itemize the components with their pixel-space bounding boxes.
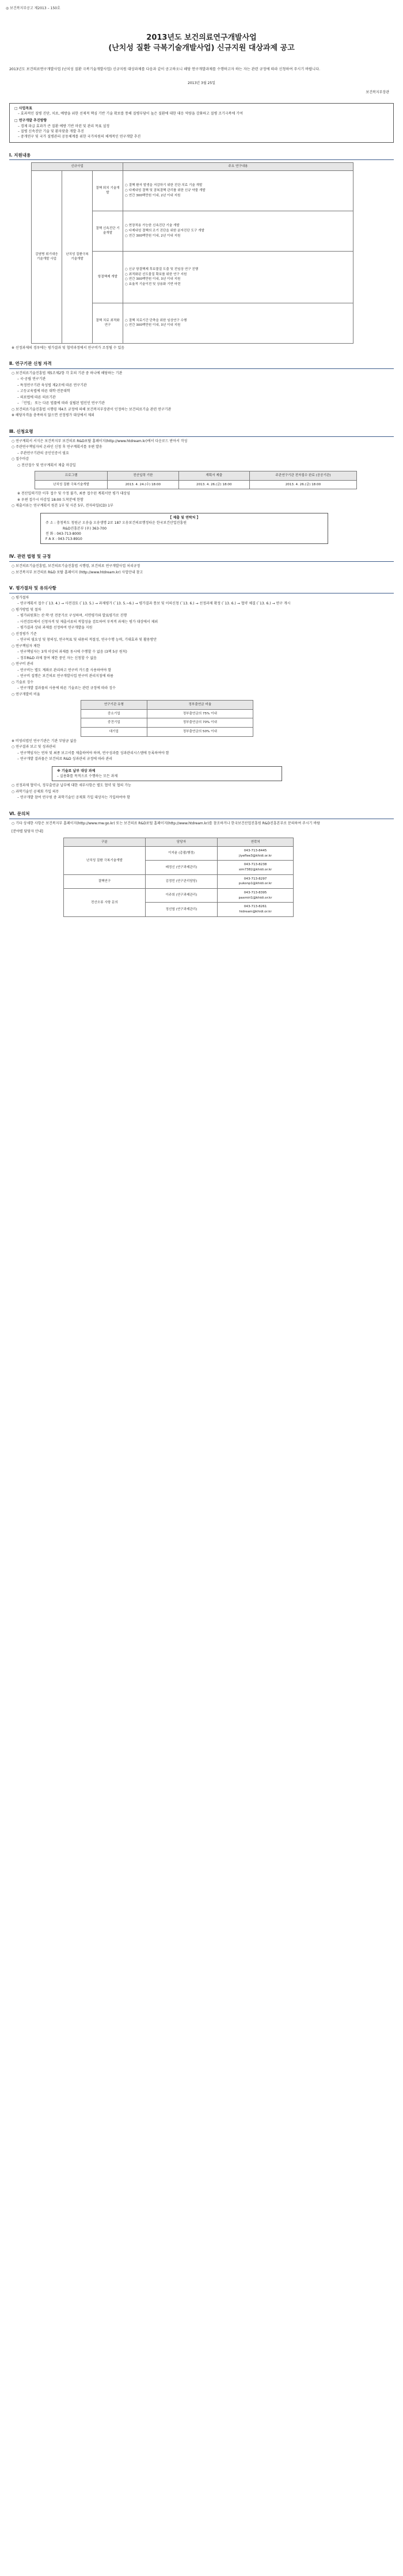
application-line: – 주관연구기관의 공인인증서 필요 xyxy=(17,451,69,455)
content-line: ○ 다제내성 결핵의 조기 진단을 위한 분자진단 도구 개발 xyxy=(125,229,204,233)
intro-paragraph: 2013년도 보건의료연구개발사업 (난치성 질환 극복기술개발사업) 신규지원 대상과제를 다음과 같이 공고하오니 해당 연구개발과제를 수행하고자 하는 자는 관련 규정에 따라 신청하여 주시기 바랍니다. xyxy=(9,67,321,71)
contact-info xyxy=(218,903,294,916)
contact-info xyxy=(218,861,294,874)
address-line: F A X : 043-713-8910 xyxy=(45,537,82,542)
ratio-cell: 정부출연금의 75% 이내 xyxy=(147,709,253,718)
results-line: ○ 연구결과 보고 및 성과관리 xyxy=(12,745,56,749)
contact-name: 배정신 (연구과제관리) xyxy=(145,861,217,874)
procedure-line: – 연구비 집행은 보건의료 연구개발사업 연구비 관리지침에 따름 xyxy=(17,674,114,679)
section-1-note: ※ 선정과제의 경우에는 평가결과 및 협약과정에서 연구비가 조정될 수 있음 xyxy=(12,345,125,350)
content-line: ○ 결핵 치료기간 단축을 위한 임상연구 수행 xyxy=(125,318,187,322)
purpose-line: – 효과적인 질병 진단, 치료, 예방을 위한 선제적 핵심 기반 기술 확보를 통해 질병부담이 높은 질환에 대한 대응 역량을 강화하고 질병 조기극복에 기여 xyxy=(18,112,243,116)
contact-name: 정선엽 (연구과제관리) xyxy=(145,903,217,916)
section-6-title: Ⅵ. 문의처 xyxy=(9,809,394,819)
contact-info xyxy=(218,874,294,888)
eligibility-line: ○ 보건의료기술진흥법 제5조제2항 각 호의 기관 중 하나에 해당하는 기관 xyxy=(12,371,123,375)
contact-field: 전산오류 사항 문의 xyxy=(64,889,146,917)
content-line: ○ 연간 300백만원 이내, 3년 이내 지원 xyxy=(125,324,181,328)
contact-address-box xyxy=(40,513,328,544)
procedure-line: ○ 연구책임자 제한 xyxy=(12,644,40,648)
direction-line: – 질병 신속진단 기술 및 환자맞춤 개발 추진 xyxy=(18,129,84,134)
eligibility-line: – 고등교육법에 따른 대학·전문대학 xyxy=(17,389,70,394)
deadline-cell: 2013. 4. 26.(금) 18:00 xyxy=(178,480,249,489)
contact-table-heading: [분야별 담당자 안내] xyxy=(12,830,43,834)
address-heading: 【 제출 및 연락처 】 xyxy=(168,515,200,520)
col-content: 주요 연구내용 xyxy=(123,163,353,171)
royalty-box xyxy=(52,766,282,782)
contact-tel: 043-713-8297 xyxy=(244,877,267,881)
deadline-col: 전산입력 기한 xyxy=(108,471,178,481)
contact-email[interactable]: sim7382@khidi.or.kr xyxy=(238,868,272,872)
content-line: ○ 연간 300백만원 이내, 3년 이내 지원 xyxy=(125,277,181,281)
section-3-title: Ⅲ. 신청요령 xyxy=(9,427,394,437)
eligibility-line: – 의료법에 따른 의료기관 xyxy=(17,395,56,399)
contact-name: 김정민 (연구관리담당) xyxy=(145,874,217,888)
ratio-cell: 중소기업 xyxy=(81,709,147,718)
program-content xyxy=(123,303,353,343)
col-program: 신규사업 xyxy=(32,163,123,171)
group-label: 감염병 위기대응 기술개발 사업 xyxy=(32,170,62,343)
procedure-line: ○ 연구개발비 비율 xyxy=(12,692,40,697)
title-line-2: (난치성 질환 극복기술개발사업) 신규지원 대상과제 공고 xyxy=(108,44,295,53)
application-line: ○ 연구계획서 서식은 보건복지부 보건의료 R&D포탈 홈페이지(http://www.htdream.kr)에서 다운로드 받아서 작성 xyxy=(12,439,188,443)
contact-table xyxy=(63,838,294,917)
procedure-heading: ○ 평가절차 xyxy=(12,595,29,600)
regulation-line: ○ 보건의료기술진흥법, 보건의료기술진흥법 시행령, 보건의료 연구개발사업 처리규정 xyxy=(12,564,140,569)
address-line: R&D진흥본부 (우) 363-700 xyxy=(63,526,107,531)
ratio-cell: 중견기업 xyxy=(81,718,147,728)
final-line: ○ 과학기술인 공제회 가입 의무 xyxy=(12,789,59,794)
notice-title xyxy=(6,33,397,54)
deadline-col: 주관연구기관 전자접수 완료 (공공기관) xyxy=(250,471,357,481)
eligibility-list xyxy=(12,371,391,419)
regulation-line: ○ 보건복지부 보건의료 R&D 포탈 홈페이지 (http://www.htdream.kr) 사업안내 참고 xyxy=(12,570,143,574)
deadline-note: ※ 전산입력기한 이후 접수 및 수정 불가, 최종 접수된 계획서만 평가 대상임 xyxy=(17,492,130,496)
regulation-list xyxy=(12,564,391,576)
content-line: ○ 신규 항결핵제 후보물질 도출 및 전임상 연구 진행 xyxy=(125,268,199,272)
eligibility-line: ※ 해당자격을 충족하지 않으면 선정평가 대상에서 제외 xyxy=(12,413,94,418)
program-name: 결핵 신속진단 기술개발 xyxy=(93,211,123,251)
deadline-note: ※ 우편 접수시 마감일 18:00 도착분에 한함 xyxy=(17,497,83,502)
deadline-table xyxy=(35,471,357,489)
ratio-col: 정부출연금 비율 xyxy=(147,701,253,710)
deadline-cell: 2013. 4. 24.(수) 18:00 xyxy=(108,480,178,489)
deadline-notes xyxy=(12,491,391,509)
content-line: ○ 효율적 기술이전 및 상용화 기반 마련 xyxy=(125,283,181,287)
content-line: ○ 연간 300백만원 이내, 2년 이내 지원 xyxy=(125,234,181,238)
program-name: 결핵 치료 최적화 연구 xyxy=(93,303,123,343)
summary-box xyxy=(9,103,394,143)
ratio-col: 연구기관 유형 xyxy=(81,701,147,710)
deadline-col: 계획서 제출 xyxy=(178,471,249,481)
ratio-table xyxy=(81,700,253,737)
procedure-line: ○ 평가방법 및 절차 xyxy=(12,607,41,612)
procedure-line: – 정부R&D 과제 참여 제한 중인 자는 신청할 수 없음 xyxy=(17,656,97,660)
inquiry-list xyxy=(12,821,391,835)
eligibility-line: – 특정연구기관 육성법 제2조에 따른 연구기관 xyxy=(17,383,87,387)
program-content xyxy=(123,211,353,251)
procedure-line: – 평가위원회는 산·학·연 전문가로 구성하며, 서면평가와 발표평가로 진행 xyxy=(17,614,127,618)
procedure-line: – 연구계획서 접수 (`13. 4.) → 사전검토 (`13. 5.) → 과제평가 (`13. 5.~6.) → 평가결과 통보 및 이의신청 (`13. 6.) → 선정과제 확정 (`13. 6.) → 협약 체결 (`13. 6.) → 연구 개시 xyxy=(17,602,291,606)
content-line: ○ 현장적용 가능한 신속진단 기술 개발 xyxy=(125,224,180,228)
application-line: ○ 주관연구책임자의 온라인 신청 후 연구계획서를 우편 발송 xyxy=(12,445,102,450)
application-list xyxy=(12,439,391,469)
application-line: ○ 접수마감 xyxy=(12,457,29,462)
eligibility-line: ○ 보건의료기술진흥법 시행령 제4조 규정에 의해 보건복지부장관이 인정하는 보건의료기술 관련 연구기관 xyxy=(12,407,172,412)
contact-email[interactable]: hidream@khidi.or.kr xyxy=(239,910,272,914)
program-content xyxy=(123,251,353,303)
results-line: ※ 비영리법인 연구기관은 기관 부담금 없음 xyxy=(12,739,77,743)
procedure-line: ○ 선정평가 기준 xyxy=(12,631,37,636)
direction-heading: □ 연구개발 추진방향 xyxy=(14,119,47,123)
procedure-list xyxy=(12,595,391,698)
contact-email[interactable]: jiyeflee3@khidi.or.kr xyxy=(238,854,272,858)
sub-label: 난치성 질환극복 기술개발 xyxy=(62,170,93,343)
contact-name: 이주희 (연구과제관리) xyxy=(145,889,217,903)
notice-reference: ◎ 보건복지부공고 제2013 – 150호 xyxy=(6,6,60,10)
title-line-1: 2013년도 보건의료연구개발사업 xyxy=(146,33,257,43)
contact-field: 결핵연구 xyxy=(64,874,146,888)
deadline-cell: 2013. 4. 26.(금) 18:00 xyxy=(250,480,357,489)
contact-email[interactable]: pukonp1@khidi.or.kr xyxy=(238,882,272,886)
section-1-title: Ⅰ. 지원내용 xyxy=(9,151,394,161)
results-line: – 연구개발 결과물은 보건의료 R&D 성과관리 규정에 따라 관리 xyxy=(17,757,113,762)
program-name: 결핵 퇴치 기술개발 xyxy=(93,170,123,211)
contact-info xyxy=(218,889,294,903)
procedure-line: ○ 연구비 관리 xyxy=(12,662,34,667)
content-line: ○ 다제내성 결핵 및 잠복결핵 관리를 위한 신규 약물 개발 xyxy=(125,189,206,193)
procedure-line: – 연구비는 별도 계좌로 관리하고 연구비 카드를 사용하여야 함 xyxy=(17,668,112,672)
ratio-cell: 정부출연금의 70% 이내 xyxy=(147,718,253,728)
contact-info xyxy=(218,847,294,861)
procedure-line: – 연구책임자는 3개 이상의 과제를 동시에 수행할 수 없음 (3책 5공 원칙) xyxy=(17,650,127,655)
eligibility-line: – 「민법」 또는 다른 법률에 따라 설립된 법인인 연구기관 xyxy=(17,401,105,406)
issuer: 보건복지부장관 xyxy=(366,90,389,94)
content-line: ○ 결핵 환자 발생을 저감하기 위한 진단·치료 기술 개발 xyxy=(125,184,203,188)
direction-line: – 중개연구 및 국가 질병관리 공동체계를 위한 국가차원의 체계적인 연구개발 추진 xyxy=(18,135,141,139)
ratio-cell: 대기업 xyxy=(81,728,147,737)
royalty-heading: ※ 기술료 납부 대상 과제 xyxy=(57,768,96,773)
section-5-title: Ⅴ. 평가절차 및 유의사항 xyxy=(9,584,394,593)
address-line: 전 화 : 043-713-8000 xyxy=(45,531,81,536)
procedure-line: – 사전검토에서 신청자격 및 제출서류의 적합성을 검토하여 부적격 과제는 평가 대상에서 제외 xyxy=(17,619,158,624)
procedure-line: – 연구개발 결과물의 사용에 따른 기술료는 관련 규정에 따라 징수 xyxy=(17,686,116,691)
contact-tel: 043-713-8238 xyxy=(244,863,267,867)
contact-tel: 043-713-8261 xyxy=(244,905,267,909)
inquiry-line: ○ 기타 상세한 사항은 보건복지부 홈페이지(http://www.mw.go.kr) 또는 보건의료 R&D포털 홈페이지(http://www.htdream.kr)를 참조하거나 한국보건산업진흥원 R&D진흥본부로 문의하여 주시기 바람 xyxy=(12,821,320,825)
ratio-cell: 정부출연금의 50% 이내 xyxy=(147,728,253,737)
direction-line: – 경제 파급 효과가 큰 질환 예방 기반 마련 및 관리 목표 설정 xyxy=(18,124,110,128)
final-notes xyxy=(12,783,391,801)
deadline-cell: 난치성 질환 극복기술개발 xyxy=(35,480,108,489)
contact-col: 구분 xyxy=(64,838,146,847)
contact-tel: 043-713-8445 xyxy=(244,849,267,853)
notice-date: 2013년 3월 25일 xyxy=(188,81,215,86)
procedure-line: ○ 기술료 징수 xyxy=(12,680,34,684)
royalty-line: – 실용화를 목적으로 수행하는 모든 과제 xyxy=(57,774,118,779)
content-line: ○ 연간 300백만원 이내, 2년 이내 지원 xyxy=(125,193,181,197)
results-list xyxy=(12,739,391,763)
section-2-title: Ⅱ. 연구기관 신청 자격 xyxy=(9,359,394,369)
deadline-heading: ○ 전산접수 및 연구계획서 제출 마감일 xyxy=(17,463,76,467)
support-table xyxy=(31,162,353,344)
content-line: ○ 최적화된 선도물질 확보를 위한 연구 지원 xyxy=(125,272,187,276)
program-name: 항결핵제 개발 xyxy=(93,251,123,303)
deadline-col: 프로그램 xyxy=(35,471,108,481)
notice-page xyxy=(6,0,397,917)
address-line: 주 소 : 충청북도 청원군 오송읍 오송생명 2로 187 오송보건의료행정타운 한국보건산업진흥원 xyxy=(45,521,187,526)
section-4-title: Ⅳ. 관련 법령 및 규정 xyxy=(9,552,394,562)
procedure-line: – 평가결과 상위 과제를 선정하여 연구개발을 지원 xyxy=(17,626,93,630)
contact-name: 이지윤 (총괄/행정) xyxy=(145,847,217,861)
contact-tel: 043-713-8395 xyxy=(244,891,267,895)
contact-field: 난치성 질환 극복기술개발 xyxy=(64,847,146,875)
contact-col: 담당자 xyxy=(145,838,217,847)
results-line: – 연구책임자는 연차 및 최종 보고서를 제출하여야 하며, 연구성과를 성과관리시스템에 등록하여야 함 xyxy=(17,751,169,755)
purpose-heading: □ 사업목표 xyxy=(14,106,32,111)
contact-col: 연락처 xyxy=(218,838,294,847)
contact-email[interactable]: paxmiri1@khidi.or.kr xyxy=(238,896,272,900)
deadline-note: ○ 제출서류는 연구계획서 원본 1부 및 사본 5부, 전자파일(CD) 1부 xyxy=(12,504,113,508)
final-line: – 연구개발 참여 연구원 중 과학기술인 공제회 가입 대상자는 가입하여야 함 xyxy=(17,796,130,800)
procedure-line: – 연구의 필요성 및 창의성, 연구목표 및 내용의 적절성, 연구수행 능력, 기대효과 및 활용방안 xyxy=(17,638,157,642)
program-content xyxy=(123,170,353,211)
eligibility-line: – 국·공립 연구기관 xyxy=(17,377,46,382)
final-line: ○ 선정과제 협약시, 정부출연금 납부에 대한 세부사항은 별도 협약 및 협의 가능 xyxy=(12,783,131,788)
